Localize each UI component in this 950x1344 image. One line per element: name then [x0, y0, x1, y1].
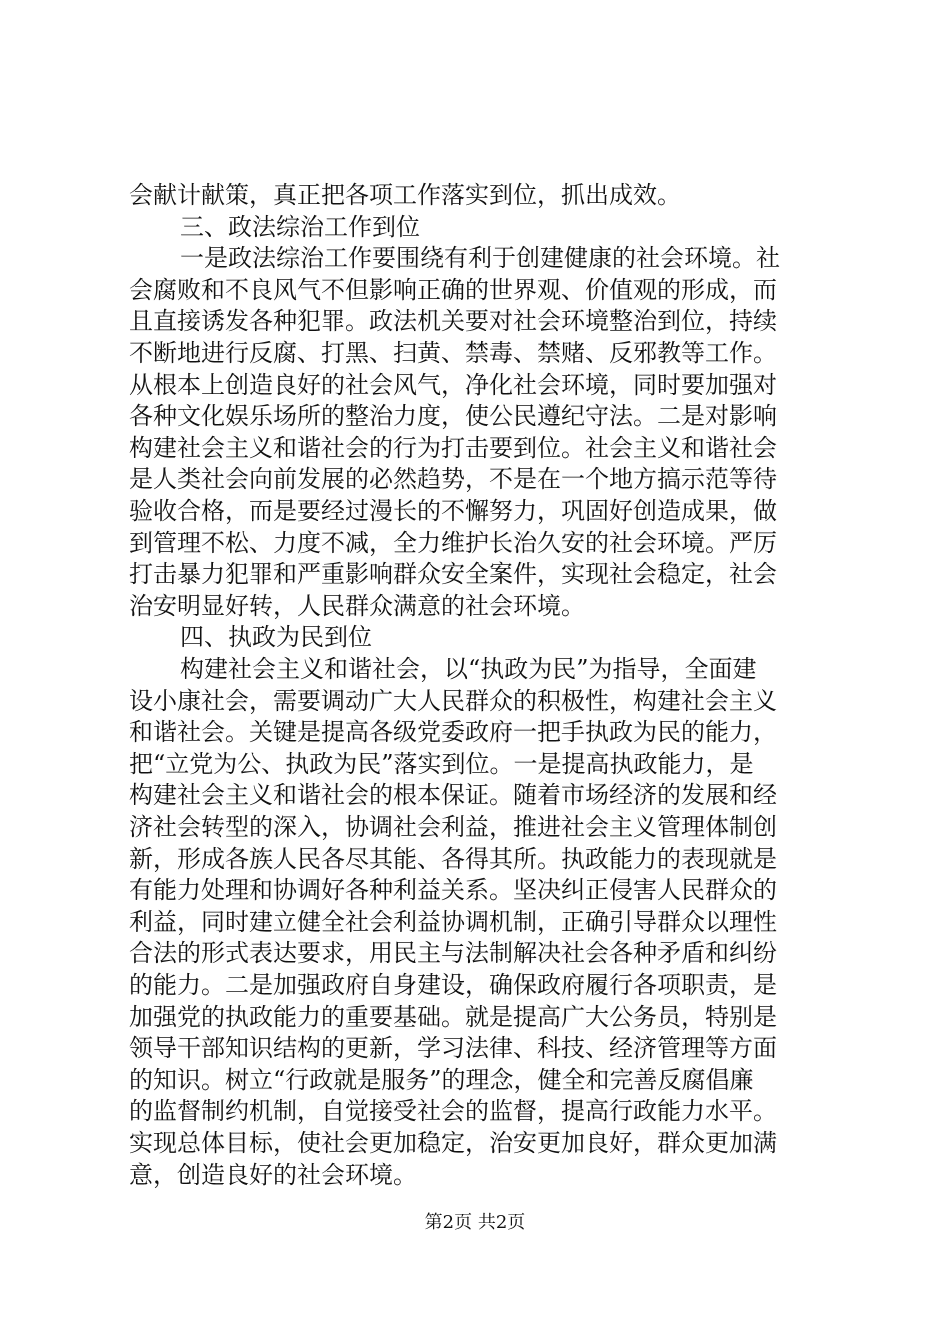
text-line: 各种文化娱乐场所的整治力度，使公民遵纪守法。二是对影响: [129, 402, 777, 431]
text-line: 且直接诱发各种犯罪。政法机关要对社会环境整治到位，持续: [129, 307, 777, 336]
text-line: 的监督制约机制，自觉接受社会的监督，提高行政能力水平。: [129, 1097, 777, 1126]
text-line: 构建社会主义和谐社会的根本保证。随着市场经济的发展和经: [129, 781, 777, 810]
text-line: 合法的形式表达要求，用民主与法制解决社会各种矛盾和纠纷: [129, 939, 777, 968]
text-line: 会献计献策，真正把各项工作落实到位，抓出成效。: [129, 181, 681, 209]
text-line: 设小康社会，需要调动广大人民群众的积极性，构建社会主义: [129, 686, 777, 715]
text-line: 从根本上创造良好的社会风气，净化社会环境，同时要加强对: [129, 370, 777, 399]
text-line: 到管理不松、力度不减，全力维护长治久安的社会环境。严厉: [129, 528, 777, 557]
text-line: 是人类社会向前发展的必然趋势，不是在一个地方搞示范等待: [129, 465, 777, 494]
text-line: 加强党的执政能力的重要基础。就是提高广大公务员，特别是: [129, 1002, 777, 1031]
text-line: 验收合格，而是要经过漫长的不懈努力，巩固好创造成果，做: [129, 497, 777, 525]
text-line: 新，形成各族人民各尽其能、各得其所。执政能力的表现就是: [129, 844, 777, 873]
text-line: 实现总体目标，使社会更加稳定，治安更加良好，群众更加满: [129, 1129, 777, 1157]
text-line: 把“立党为公、执政为民”落实到位。一是提高执政能力，是: [129, 749, 754, 778]
text-line: 意，创造良好的社会环境。: [129, 1160, 417, 1189]
text-line: 一是政法综治工作要围绕有利于创建健康的社会环境。社: [180, 244, 780, 273]
text-line: 打击暴力犯罪和严重影响群众安全案件，实现社会稳定，社会: [129, 560, 777, 589]
text-line: 利益，同时建立健全社会利益协调机制，正确引导群众以理性: [129, 907, 777, 936]
text-line: 领导干部知识结构的更新，学习法律、科技、经济管理等方面: [129, 1034, 777, 1063]
text-line: 不断地进行反腐、打黑、扫黄、禁毒、禁赌、反邪教等工作。: [129, 339, 777, 367]
text-line: 的知识。树立“行政就是服务”的理念，健全和完善反腐倡廉: [129, 1065, 754, 1094]
text-line: 和谐社会。关键是提高各级党委政府一把手执政为民的能力，: [129, 718, 777, 747]
section-heading-4: 四、执政为民到位: [180, 623, 372, 652]
text-line: 构建社会主义和谐社会，以“执政为民”为指导，全面建: [180, 655, 757, 683]
text-line: 构建社会主义和谐社会的行为打击要到位。社会主义和谐社会: [129, 433, 777, 462]
text-line: 有能力处理和协调好各种利益关系。坚决纠正侵害人民群众的: [129, 876, 777, 905]
text-line: 济社会转型的深入，协调社会利益，推进社会主义管理体制创: [129, 813, 777, 841]
text-line: 治安明显好转，人民群众满意的社会环境。: [129, 591, 585, 620]
section-heading-3: 三、政法综治工作到位: [180, 212, 420, 241]
page-footer: 第2页 共2页: [424, 1212, 526, 1233]
text-line: 的能力。二是加强政府自身建设，确保政府履行各项职责，是: [129, 971, 777, 999]
text-line: 会腐败和不良风气不但影响正确的世界观、价值观的形成，而: [129, 275, 777, 304]
